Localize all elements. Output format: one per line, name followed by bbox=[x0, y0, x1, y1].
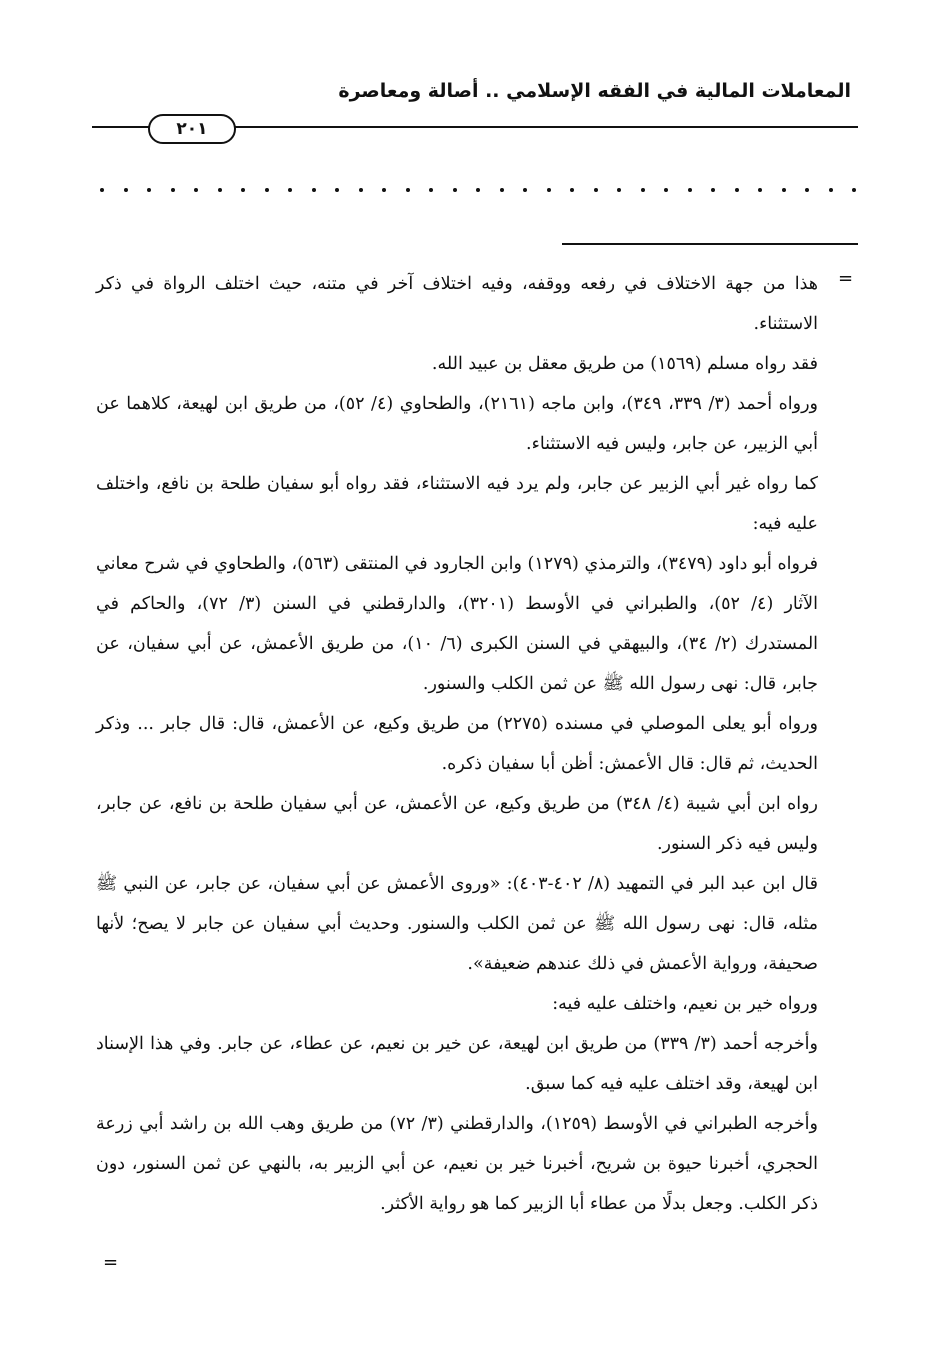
separator-dot bbox=[147, 188, 151, 192]
separator-dot bbox=[735, 188, 739, 192]
separator-dot bbox=[265, 188, 269, 192]
separator-dot bbox=[124, 188, 128, 192]
paragraph: رواه ابن أبي شيبة (٤/ ٣٤٨) من طريق وكيع، عن الأعمش، عن أبي سفيان طلحة بن نافع، عن جابر، وليس فيه ذكر السنور. bbox=[96, 794, 819, 854]
separator-dot bbox=[500, 188, 504, 192]
separator-dot bbox=[805, 188, 809, 192]
separator-dot bbox=[547, 188, 551, 192]
paragraph: ورواه أبو يعلى الموصلي في مسنده (٢٢٧٥) من طريق وكيع، عن الأعمش، قال: قال جابر ... وذكر الحديث، ثم قال: قال الأعمش: أظن أبا سفيان ذكره. bbox=[96, 714, 818, 774]
separator-dot bbox=[312, 188, 316, 192]
paragraph: كما رواه غير أبي الزبير عن جابر، ولم يرد فيه الاستثناء، فقد رواه أبو سفيان طلحة بن نافع، واختلف عليه فيه: bbox=[96, 474, 818, 534]
separator-dot bbox=[641, 188, 645, 192]
paragraph: فقد رواه مسلم (١٥٦٩) من طريق معقل بن عبيد الله. bbox=[431, 354, 818, 374]
separator-dot bbox=[335, 188, 339, 192]
separator-dot bbox=[429, 188, 433, 192]
separator-dot bbox=[664, 188, 668, 192]
separator-dot bbox=[523, 188, 527, 192]
footnote-body bbox=[96, 264, 818, 1224]
separator-dot bbox=[406, 188, 410, 192]
separator-dot bbox=[288, 188, 292, 192]
running-header-title: المعاملات المالية في الفقه الإسلامي .. أصالة ومعاصرة bbox=[338, 80, 851, 102]
paragraph: هذا من جهة الاختلاف في رفعه ووقفه، وفيه اختلاف آخر في متنه، حيث اختلف الرواة في ذكر الاستثناء. bbox=[96, 274, 818, 334]
separator-dot bbox=[382, 188, 386, 192]
continuation-marker-bottom: = bbox=[103, 1252, 119, 1273]
separator-dot bbox=[476, 188, 480, 192]
separator-dot bbox=[218, 188, 222, 192]
paragraph: قال ابن عبد البر في التمهيد (٨/ ٤٠٢-٤٠٣): «وروى الأعمش عن أبي سفيان، عن جابر، عن النبي ﷺ مثله، قال: نهى رسول الله ﷺ عن ثمن الكلب والسنور. وحديث أبي سفيان عن جابر لا يصح؛ لأنها صحيفة، ورواية الأعمش في ذلك عندهم ضعيفة». bbox=[96, 874, 818, 974]
separator-dot bbox=[194, 188, 198, 192]
separator-dot bbox=[594, 188, 598, 192]
separator-dot bbox=[100, 188, 104, 192]
separator-dot bbox=[359, 188, 363, 192]
separator-dot bbox=[570, 188, 574, 192]
footnote-rule bbox=[562, 243, 858, 245]
separator-dot bbox=[711, 188, 715, 192]
separator-dot bbox=[782, 188, 786, 192]
separator-dot bbox=[758, 188, 762, 192]
separator-dot bbox=[241, 188, 245, 192]
ellipsis-separator bbox=[100, 178, 856, 202]
separator-dot bbox=[688, 188, 692, 192]
separator-dot bbox=[852, 188, 856, 192]
paragraph: وأخرجه الطبراني في الأوسط (١٢٥٩)، والدارقطني (٣/ ٧٢) من طريق وهب الله بن راشد أبي زرعة الحجري، أخبرنا حيوة بن شريح، أخبرنا خير بن نعيم، عن أبي الزبير به، بالنهي عن ثمن السنور، دون ذكر الكلب. وجعل بدلًا من عطاء أبا الزبير كما هو رواية الأكثر. bbox=[96, 1114, 818, 1214]
separator-dot bbox=[171, 188, 175, 192]
page-number: ٢٠١ bbox=[176, 119, 208, 139]
paragraph: وأخرجه أحمد (٣/ ٣٣٩) من طريق ابن لهيعة، عن خير بن نعيم، عن عطاء، عن جابر. وفي هذا الإسناد ابن لهيعة، وقد اختلف عليه فيه كما سبق. bbox=[96, 1034, 818, 1094]
paragraph: ورواه أحمد (٣/ ٣٣٩، ٣٤٩)، وابن ماجه (٢١٦١)، والطحاوي (٤/ ٥٢)، من طريق ابن لهيعة، كلاهما عن أبي الزبير، عن جابر، وليس فيه الاستثناء. bbox=[96, 394, 818, 454]
continuation-marker-top: = bbox=[838, 268, 854, 289]
paragraph: ورواه خير بن نعيم، واختلف عليه فيه: bbox=[552, 994, 818, 1014]
separator-dot bbox=[453, 188, 457, 192]
page-number-badge bbox=[148, 114, 236, 144]
paragraph: فرواه أبو داود (٣٤٧٩)، والترمذي (١٢٧٩) وابن الجارود في المنتقى (٥٦٣)، والطحاوي في شرح معاني الآثار (٤/ ٥٢)، والطبراني في الأوسط (٣٢٠١)، والدارقطني في السنن (٣/ ٧٢)، والحاكم في المستدرك (٢/ ٣٤)، والبيهقي في السنن الكبرى (٦/ ١٠)، من طريق الأعمش، عن أبي سفيان، عن جابر، قال: نهى رسول الله ﷺ عن ثمن الكلب والسنور. bbox=[96, 554, 819, 694]
separator-dot bbox=[617, 188, 621, 192]
separator-dot bbox=[829, 188, 833, 192]
